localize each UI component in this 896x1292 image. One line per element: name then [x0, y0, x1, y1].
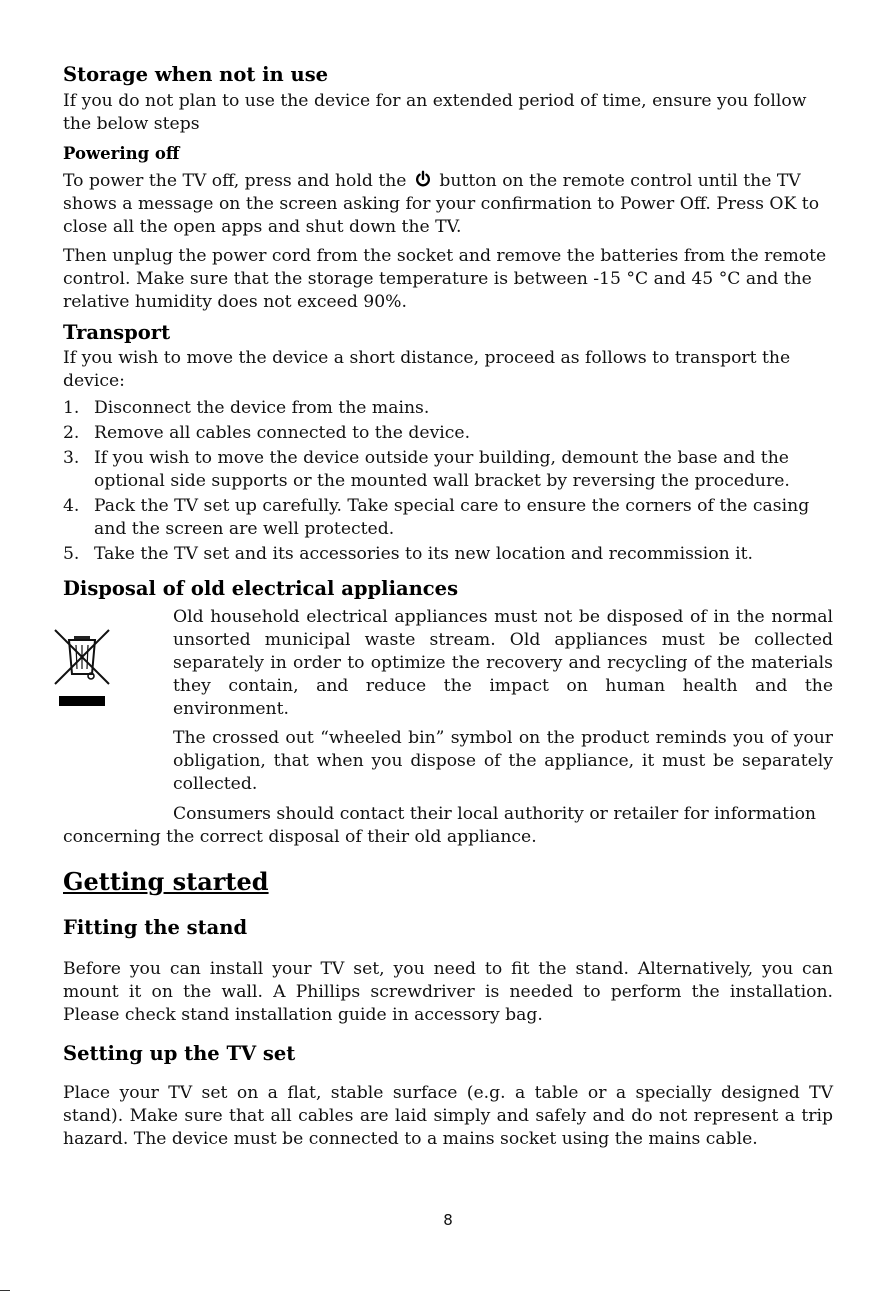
disposal-paragraph-2: The crossed out “wheeled bin” symbol on the product reminds you of your obligation, that when you dispose of the appliance, it must be separately collected. [173, 728, 833, 794]
fitting-stand-text: Before you can install your TV set, you need to fit the stand. Alternatively, you can mount it on the wall. A Phillips screwdriver is needed to perform the installation. Please check stand installation guide in accessory bag. [63, 959, 833, 1025]
list-item [63, 422, 833, 445]
fitting-stand-heading: Fitting the stand [63, 916, 248, 939]
step-text: If you wish to move the device outside your building, demount the base and the optional side supports or the mounted wall bracket by reversing the procedure. [94, 448, 790, 491]
page-number: 8 [443, 1211, 453, 1229]
step-number: 1. [63, 398, 80, 418]
step-number: 5. [63, 544, 80, 564]
getting-started-title: Getting started [63, 867, 269, 896]
disposal-text-block [173, 606, 833, 796]
setup-heading: Setting up the TV set [63, 1042, 296, 1065]
transport-heading: Transport [63, 321, 171, 344]
list-item [63, 495, 833, 541]
disposal-paragraph-3: Consumers should contact their local authority or retailer for information concerning the correct disposal of their old appliance. [63, 804, 816, 847]
power-text-before: To power the TV off, press and hold the [63, 171, 407, 191]
disposal-paragraph-1: Old household electrical appliances must not be disposed of in the normal unsorted municipal waste stream. Old appliances must be collected separately in order to optimize the recovery and recycling of the materials they contain, and reduce the impact on human health and the environment. [173, 607, 833, 719]
step-number: 2. [63, 423, 80, 443]
step-number: 3. [63, 448, 80, 468]
step-text: Remove all cables connected to the device. [94, 423, 471, 443]
powering-off-heading: Powering off [63, 144, 180, 163]
transport-steps [63, 397, 833, 566]
power-icon [414, 170, 432, 188]
list-item [63, 447, 833, 493]
transport-intro: If you wish to move the device a short distance, proceed as follows to transport the device: [63, 348, 791, 391]
power-text-after: button on the remote control until the TV shows a message on the screen asking for your confirmation to Power Off. Press OK to close all the open apps and shut down the TV. [63, 171, 820, 237]
step-text: Disconnect the device from the mains. [94, 398, 430, 418]
manual-page [63, 62, 833, 1151]
unplug-text: Then unplug the power cord from the socket and remove the batteries from the remote control. Make sure that the storage temperature is between -15 °C and 45 °C and the relative humidity does not exceed 90%. [63, 246, 827, 312]
disposal-heading: Disposal of old electrical appliances [63, 577, 459, 600]
storage-intro: If you do not plan to use the device for an extended period of time, ensure you follow the below steps [63, 91, 807, 134]
list-item [63, 397, 833, 420]
step-text: Pack the TV set up carefully. Take special care to ensure the corners of the casing and the screen are well protected. [94, 496, 810, 539]
powering-off-text [63, 170, 833, 239]
step-number: 4. [63, 496, 80, 516]
setup-text: Place your TV set on a flat, stable surface (e.g. a table or a specially designed TV stand). Make sure that all cables are laid simply and safely and do not represent a trip hazard. The device must be connected to a mains socket using the mains cable. [63, 1083, 833, 1149]
step-text: Take the TV set and its accessories to its new location and recommission it. [94, 544, 753, 564]
list-item [63, 543, 833, 566]
storage-heading: Storage when not in use [63, 63, 329, 86]
corner-mark [0, 1290, 10, 1291]
disposal-section [63, 606, 833, 849]
crossed-out-wheeled-bin-icon [51, 628, 113, 726]
